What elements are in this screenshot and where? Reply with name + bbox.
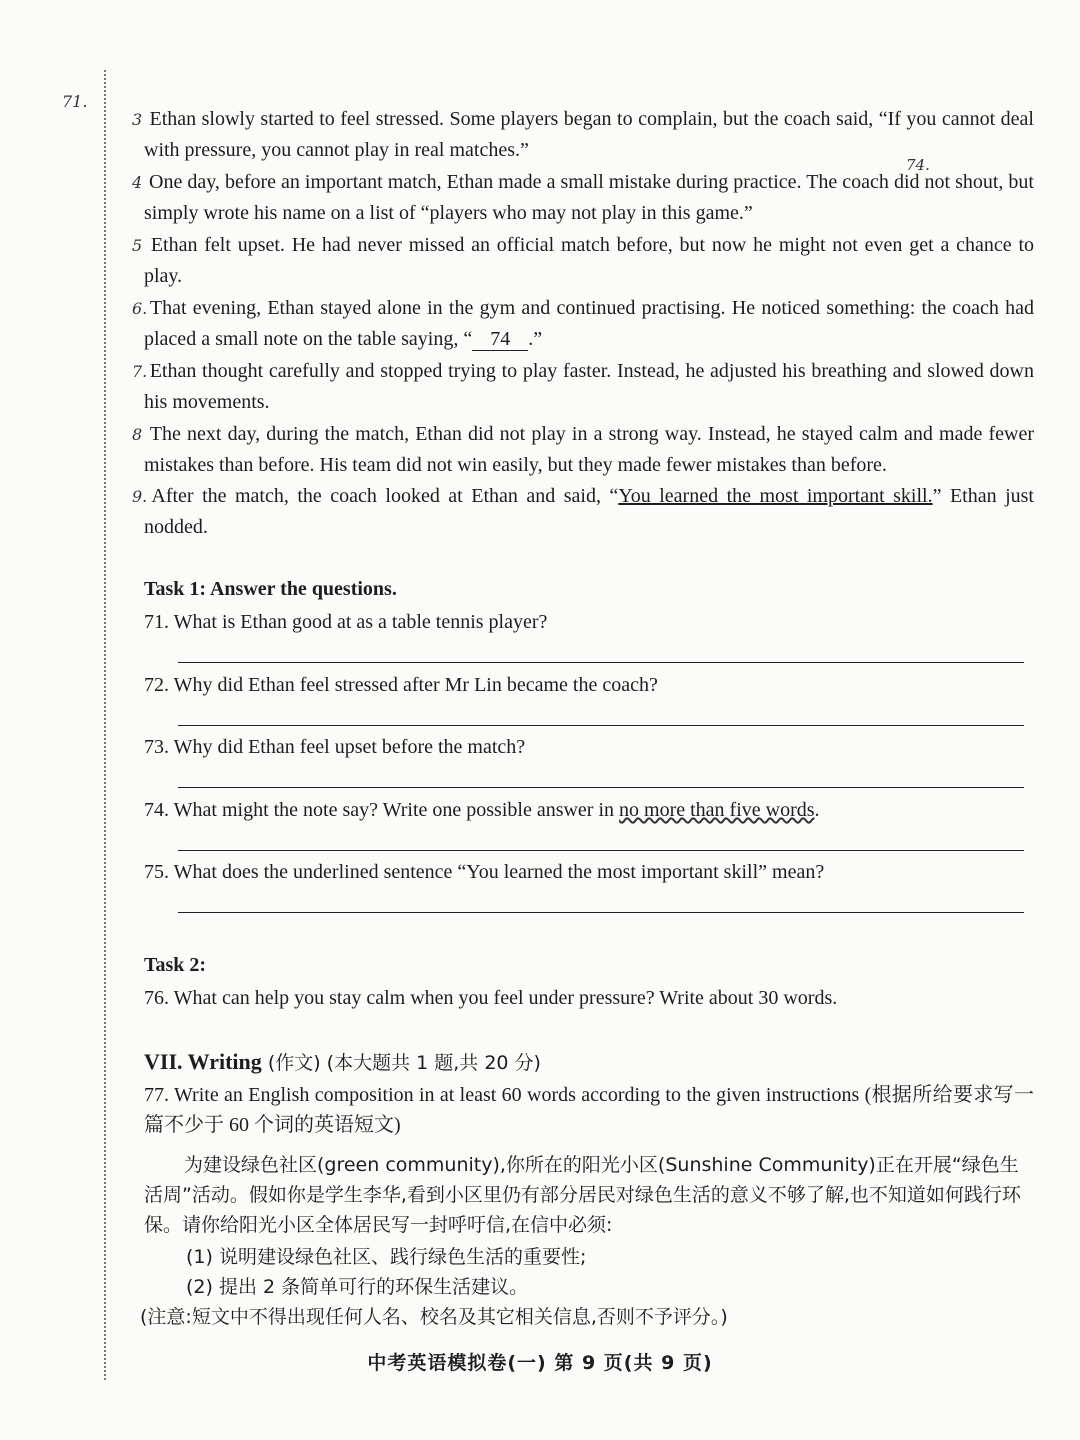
passage-paragraph-5	[132, 230, 1035, 292]
answer-line-71[interactable]	[178, 662, 1024, 663]
question-75: 75. What does the underlined sentence “You learned the most important skill” mean?	[144, 861, 825, 883]
passage-paragraph-6	[132, 293, 1034, 355]
answer-line-74[interactable]	[178, 850, 1024, 851]
passage-paragraph-7	[132, 356, 1035, 418]
binding-dotted-line	[104, 70, 106, 1380]
paragraph-text: That evening, Ethan stayed alone in the gym and continued practising. He noticed something: the coach had placed a small note on the table saying, “	[144, 297, 1034, 350]
question-73: 73. Why did Ethan feel upset before the match?	[144, 736, 526, 758]
paragraph-number: 5	[132, 236, 143, 255]
handwritten-mark-71: 71.	[62, 92, 88, 111]
handwritten-mark-74: 74.	[906, 156, 930, 174]
writing-note: (注意:短文中不得出现任何人名、校名及其它相关信息,否则不予评分。)	[140, 1306, 728, 1328]
writing-chinese-instructions: 为建设绿色社区(green community),你所在的阳光小区(Sunshine Community)正在开展“绿色生活周”活动。假如你是学生李华,看到小区里仍有部分居民对绿色生活的意义不够了解,也不知道如何践行环保。请你给阳光小区全体居民写一封呼吁信,在信中必须:	[144, 1154, 1021, 1236]
underlined-sentence: You learned the most important skill.	[618, 485, 933, 507]
wavy-underlined-phrase: no more than five words	[619, 799, 815, 821]
question-76: 76. What can help you stay calm when you feel under pressure? Write about 30 words.	[144, 987, 838, 1009]
passage-paragraph-8	[132, 419, 1035, 481]
paragraph-number: 8	[132, 425, 143, 444]
passage-paragraph-9	[132, 481, 1034, 543]
passage-paragraph-4	[132, 167, 1034, 229]
question-74	[144, 796, 1034, 824]
task2-heading: Task 2:	[144, 954, 207, 976]
paragraph-text: Ethan slowly started to feel stressed. Some players began to complain, but the coach said, “If you cannot deal with pressure, you cannot play in real matches.”	[144, 108, 1034, 161]
question-71: 71. What is Ethan good at as a table tennis player?	[144, 611, 548, 633]
page-footer: 中考英语模拟卷(一) 第 9 页(共 9 页)	[367, 1352, 713, 1374]
answer-line-72[interactable]	[178, 725, 1024, 726]
paragraph-text: Ethan thought carefully and stopped trying to play faster. Instead, he adjusted his breathing and slowed down his movements.	[144, 360, 1035, 413]
answer-line-73[interactable]	[178, 787, 1024, 788]
paragraph-text: One day, before an important match, Ethan made a small mistake during practice. The coach did not shout, but simply wrote his name on a list of “players who may not play in this game.”	[144, 171, 1034, 224]
writing-prompt-text: 77. Write an English composition in at least 60 words according to the given instructions (根据所给要求写一篇不少于 60 个词的英语短文)	[144, 1084, 1034, 1136]
writing-section-title	[144, 1048, 541, 1075]
paragraph-number: 3	[132, 110, 143, 129]
paragraph-number: 4	[132, 173, 143, 192]
writing-requirement-2: (2) 提出 2 条简单可行的环保生活建议。	[186, 1276, 529, 1298]
writing-prompt	[144, 1080, 1034, 1140]
task1-heading: Task 1: Answer the questions.	[144, 578, 397, 600]
paragraph-number: 7.	[132, 362, 148, 381]
writing-requirement-1: (1) 说明建设绿色社区、践行绿色生活的重要性;	[186, 1246, 587, 1268]
writing-title-rest: (作文) (本大题共 1 题,共 20 分)	[261, 1052, 541, 1074]
paragraph-text-end: ” Ethan just nodded.	[144, 485, 1034, 538]
paragraph-text-end: .”	[528, 328, 543, 350]
question-72: 72. Why did Ethan feel stressed after Mr Lin became the coach?	[144, 674, 658, 696]
blank-74: 74	[472, 328, 528, 351]
passage-paragraph-3	[132, 104, 1034, 166]
answer-line-75[interactable]	[178, 912, 1024, 913]
paragraph-text: Ethan felt upset. He had never missed an official match before, but now he might not even get a chance to play.	[144, 234, 1035, 287]
question-74-text: 74. What might the note say? Write one possible answer in	[144, 799, 620, 821]
writing-title-bold: VII. Writing	[144, 1049, 262, 1074]
paragraph-number: 9.	[132, 487, 148, 506]
paragraph-number: 6.	[132, 299, 148, 318]
paragraph-text: The next day, during the match, Ethan did not play in a strong way. Instead, he stayed calm and made fewer mistakes than before. His team did not win easily, but they made fewer mistakes than before.	[144, 423, 1035, 476]
question-74-end: .	[814, 799, 820, 821]
paragraph-text: After the match, the coach looked at Ethan and said, “	[151, 485, 619, 507]
